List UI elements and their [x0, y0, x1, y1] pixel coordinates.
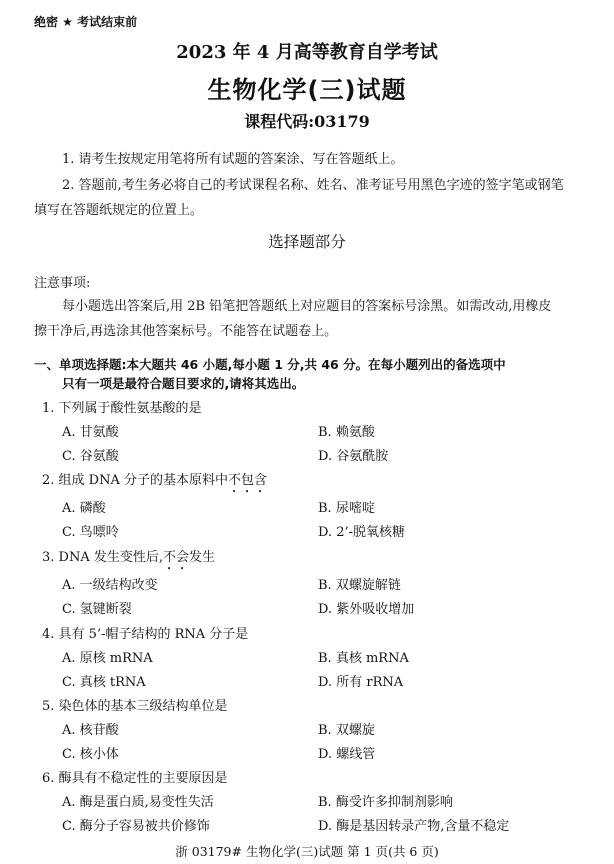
question-stem: [42, 546, 215, 573]
option-c: C. 真核 tRNA: [62, 675, 146, 690]
option-c: C. 核小体: [62, 747, 119, 762]
exam-title: 2023 年 4 月高等教育自学考试: [176, 42, 438, 63]
option-d: D. 酶是基因转录产物,含量不稳定: [318, 819, 510, 834]
option-c: C. 氢键断裂: [62, 602, 132, 617]
option-c: C. 鸟嘌呤: [62, 525, 119, 540]
option-b: B. 双螺旋解链: [318, 578, 401, 593]
question-stem: 6. 酶具有不稳定性的主要原因是: [42, 771, 228, 786]
instruction-2a: 2. 答题前,考生务必将自己的考试课程名称、姓名、准考证号用黑色字迹的签字笔或钢笔: [62, 178, 564, 193]
option-d: D. 螺线管: [318, 747, 376, 762]
notes-line-2: 擦干净后,再选涂其他答案标号。不能答在试题卷上。: [34, 324, 338, 339]
stem-text-tail: 发生: [189, 550, 216, 565]
question-stem: [42, 469, 267, 496]
paper-title: 生物化学(三)试题: [207, 76, 407, 104]
option-a: A. 磷酸: [62, 501, 106, 516]
stem-text: 3. DNA 发生变性后,: [42, 550, 163, 565]
part1-heading-2: 只有一项是最符合题目要求的,请将其选出。: [62, 376, 305, 391]
option-b: B. 尿嘧啶: [318, 501, 375, 516]
instruction-2b: 填写在答题纸规定的位置上。: [34, 203, 204, 218]
option-b: B. 酶受许多抑制剂影响: [318, 795, 453, 810]
question-stem: 1. 下列属于酸性氨基酸的是: [42, 401, 202, 416]
course-code: 课程代码:03179: [244, 112, 370, 131]
section-title: 选择题部分: [268, 233, 346, 251]
option-a: A. 酶是蛋白质,易变性失活: [62, 795, 214, 810]
confidential-label: 绝密 ★ 考试结束前: [34, 15, 138, 29]
option-d: D. 2’-脱氧核糖: [318, 525, 406, 540]
option-a: A. 一级结构改变: [62, 578, 158, 593]
question-stem: 4. 具有 5’-帽子结构的 RNA 分子是: [42, 627, 249, 642]
option-b: B. 赖氨酸: [318, 425, 375, 440]
part1-heading-1: 一、单项选择题:本大题共 46 小题,每小题 1 分,共 46 分。在每小题列出的备选项中: [34, 357, 506, 372]
notes-line-1: 每小题选出答案后,用 2B 铅笔把答题纸上对应题目的答案标号涂黑。如需改动,用橡皮: [62, 299, 552, 314]
option-c: C. 谷氨酸: [62, 449, 119, 464]
option-b: B. 双螺旋: [318, 723, 375, 738]
notes-label: 注意事项:: [34, 276, 91, 291]
option-a: A. 原核 mRNA: [62, 651, 153, 666]
option-a: A. 核苷酸: [62, 723, 119, 738]
option-c: C. 酶分子容易被共价修饰: [62, 819, 210, 834]
page-footer: 浙 03179# 生物化学(三)试题 第 1 页(共 6 页): [175, 844, 439, 859]
option-d: D. 所有 rRNA: [318, 675, 404, 690]
option-b: B. 真核 mRNA: [318, 651, 409, 666]
question-stem: 5. 染色体的基本三级结构单位是: [42, 699, 228, 714]
option-d: D. 紫外吸收增加: [318, 602, 415, 617]
stem-emphasis: 不包含: [228, 473, 268, 488]
instruction-1: 1. 请考生按规定用笔将所有试题的答案涂、写在答题纸上。: [62, 152, 404, 167]
stem-emphasis: 不会: [163, 550, 190, 565]
option-a: A. 甘氨酸: [62, 425, 119, 440]
stem-text: 2. 组成 DNA 分子的基本原料中: [42, 473, 228, 488]
option-d: D. 谷氨酰胺: [318, 449, 389, 464]
